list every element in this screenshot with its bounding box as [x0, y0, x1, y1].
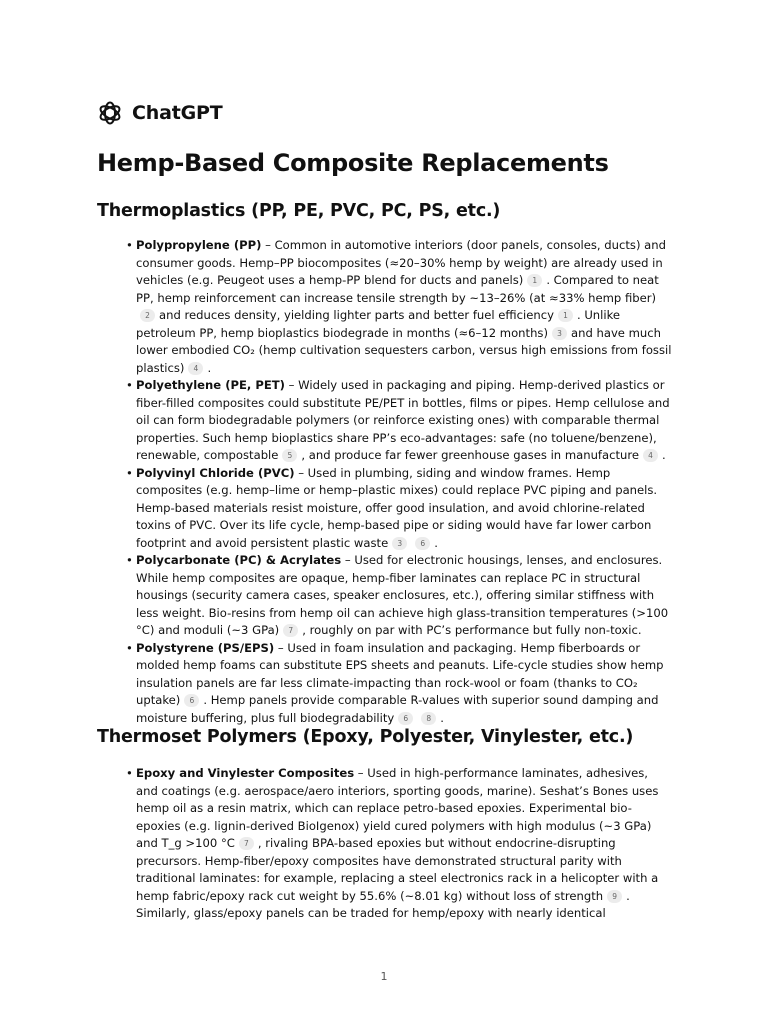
- page-number: 1: [380, 970, 388, 983]
- item-term: Polystyrene (PS/EPS): [136, 640, 275, 655]
- citation-badge[interactable]: 7: [283, 624, 298, 637]
- item-term: Polypropylene (PP): [136, 238, 262, 252]
- item-term: Polyethylene (PE, PET): [136, 378, 285, 392]
- item-text: .: [662, 448, 666, 462]
- citation-badge[interactable]: 6: [398, 712, 413, 725]
- section-heading-thermoplastics: Thermoplastics (PP, PE, PVC, PC, PS, etc.): [97, 201, 501, 221]
- item-term: Epoxy and Vinylester Composites: [136, 766, 355, 780]
- item-text: – Used in foam insulation and packaging. Hemp fiberboards or molded hemp foams can substitute EPS sheets and peanuts. Life-cycle studies show hemp insulation panels are far less climate-impacting than rock-wool or foam (thanks to CO₂ uptake): [136, 640, 664, 707]
- list-item: [126, 237, 672, 377]
- item-text: .: [207, 360, 212, 375]
- citation-badge[interactable]: 1: [527, 274, 542, 287]
- item-text: . Hemp panels provide comparable R-values with superior sound damping and moisture buffering, plus full biodegradability: [136, 693, 659, 725]
- item-text: , roughly on par with PC’s performance but fully non-toxic.: [302, 623, 642, 637]
- citation-badge[interactable]: 7: [239, 837, 254, 850]
- item-text: – Common in automotive interiors (door panels, consoles, ducts) and consumer goods. Hemp–PP biocomposites (≈20–30% hemp by weight) are already used in vehicles (e.g. Peugeot uses a hemp-PP blend for ducts and panels): [136, 238, 666, 287]
- item-term: Polycarbonate (PC) & Acrylates: [136, 553, 342, 567]
- citation-badge[interactable]: 5: [282, 449, 297, 462]
- citation-badge[interactable]: 6: [415, 537, 430, 550]
- citation-badge[interactable]: 4: [188, 362, 203, 375]
- item-text: , and produce far fewer greenhouse gases in manufacture: [301, 448, 640, 462]
- item-text: , rivaling BPA-based epoxies but without endocrine-disrupting precursors. Hemp-fiber/epoxy composites have demonstrated structural parity with traditional laminates: for example, replacing a steel electronics rack in a helicopter with a hemp fabric/epoxy rack cut weight by 55.6% (~8.01 kg) without loss of strength: [136, 836, 659, 903]
- list-item: [126, 465, 672, 553]
- citation-badge[interactable]: 2: [140, 309, 155, 322]
- item-text: – Used in high-performance laminates, adhesives, and coatings (e.g. aerospace/aero interiors, sporting goods, marine). Seshat’s Bones uses hemp oil as a resin matrix, which can replace petro-based epoxies. Experimental bio-epoxies (e.g. lignin-derived BioIgenox) yield cured polymers with high modulus (~3 GPa) and T_g >100 °C: [136, 766, 659, 850]
- section-heading-thermosets: Thermoset Polymers (Epoxy, Polyester, Vinylester, etc.): [97, 727, 634, 747]
- item-text: – Used in plumbing, siding and window frames. Hemp composites (e.g. hemp–lime or hemp–plastic mixes) could replace PVC piping and panels. Hemp-based materials resist moisture, offer good insulation, and avoid chlorine-related toxins of PVC. Over its life cycle, hemp-based pipe or siding would have far lower carbon footprint and avoid persistent plastic waste: [136, 465, 658, 550]
- citation-badge[interactable]: 9: [607, 890, 622, 903]
- thermosets-list: [126, 765, 672, 923]
- item-text: – Widely used in packaging and piping. Hemp-derived plastics or fiber-filled composites could substitute PE/PET in bottles, films or pipes. Hemp cellulose and oil can form biodegradable polymers (or reinforce existing ones) with comparable thermal properties. Such hemp bioplastics share PP’s eco-advantages: safe (no toluene/benzene), renewable, compostable: [136, 378, 670, 462]
- citation-badge[interactable]: 3: [552, 327, 567, 340]
- document-title: Hemp-Based Composite Replacements: [97, 149, 609, 177]
- thermoplastics-list: [126, 237, 672, 727]
- item-text: . Similarly, glass/epoxy panels can be traded for hemp/epoxy with nearly identical: [136, 888, 630, 920]
- item-text: and have much lower embodied CO₂ (hemp cultivation sequesters carbon, versus high emissions from fossil plastics): [136, 325, 672, 375]
- openai-knot-icon: [97, 100, 123, 126]
- citation-badge[interactable]: 6: [184, 694, 199, 707]
- item-text: – Used for electronic housings, lenses, and enclosures. While hemp composites are opaque, hemp-fiber laminates can replace PC in structural housings (security camera cases, speaker enclosures, etc.), offering similar stiffness with less weight. Bio-resins from hemp oil can achieve high glass-transition temperatures (>100 °C) and moduli (~3 GPa): [136, 553, 669, 637]
- citation-badge[interactable]: 1: [558, 309, 573, 322]
- item-text: . Compared to neat PP, hemp reinforcement can increase tensile strength by ~13–26% (at ≈33% hemp fiber): [136, 273, 659, 305]
- item-text: .: [434, 535, 438, 550]
- citation-badge[interactable]: 8: [421, 712, 436, 725]
- list-item: [126, 640, 672, 728]
- chatgpt-logo: [97, 100, 222, 126]
- list-item: [126, 765, 672, 923]
- item-text: and reduces density, yielding lighter parts and better fuel efficiency: [159, 308, 554, 322]
- item-term: Polyvinyl Chloride (PVC): [136, 465, 295, 480]
- citation-badge[interactable]: 3: [392, 537, 407, 550]
- list-item: [126, 377, 672, 465]
- citation-badge[interactable]: 4: [643, 449, 658, 462]
- item-text: . Unlike petroleum PP, hemp bioplastics biodegrade in months (≈6–12 months): [136, 308, 621, 340]
- list-item: [126, 552, 672, 640]
- item-text: .: [440, 710, 444, 725]
- brand-name: ChatGPT: [132, 102, 223, 124]
